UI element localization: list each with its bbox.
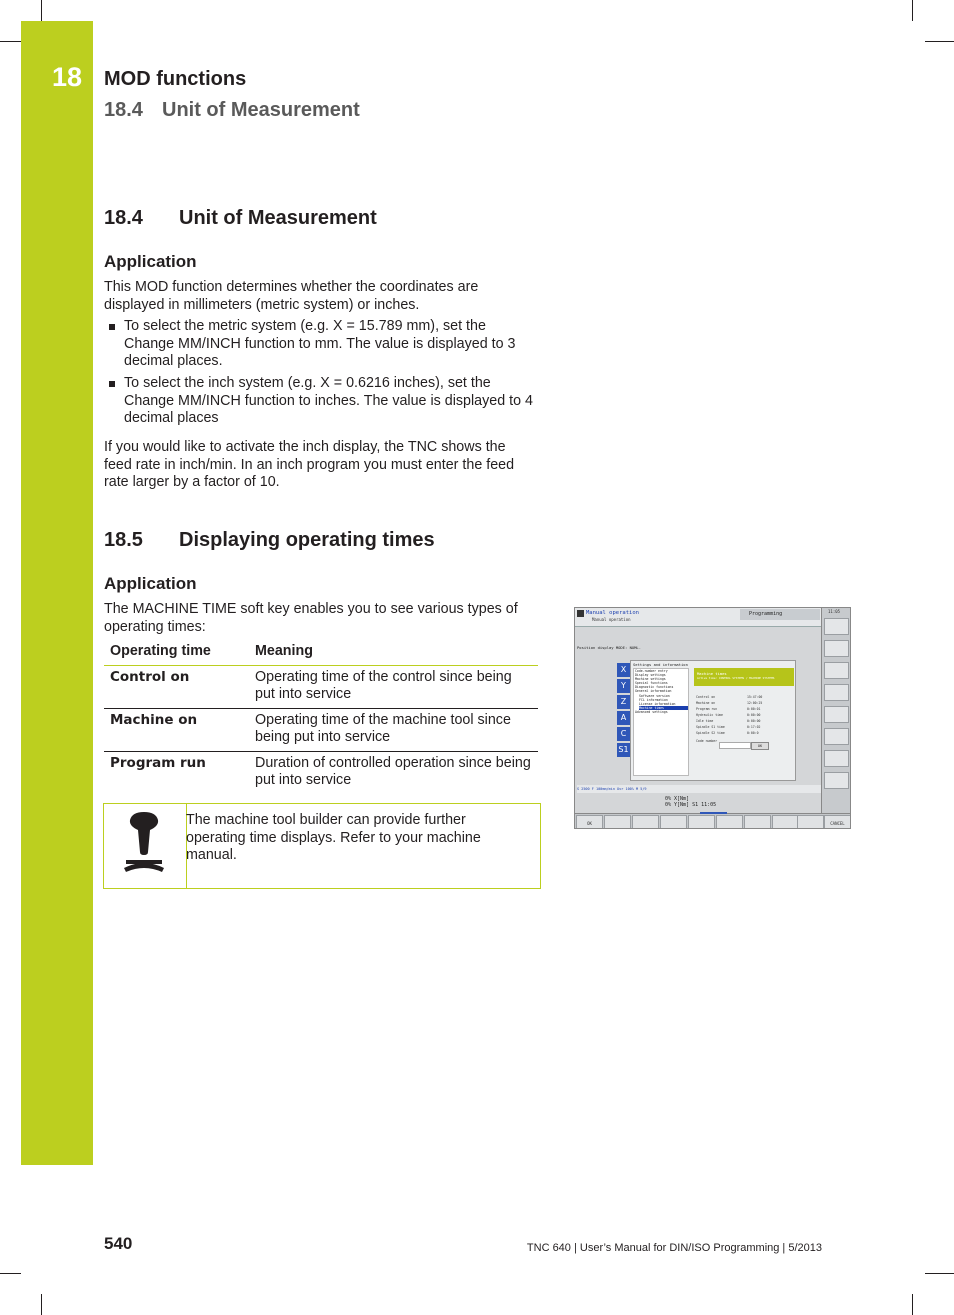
status-value: 0% Y[Nm] S1 11:05	[665, 802, 717, 808]
softkey[interactable]	[688, 815, 715, 829]
crop-mark	[925, 1273, 954, 1274]
time-label: Spindle S1 time	[696, 725, 725, 729]
tree-item[interactable]: Diagnostic functions	[635, 685, 674, 690]
crop-mark	[0, 41, 21, 42]
note-icon-cell	[104, 804, 187, 888]
code-number-input[interactable]	[719, 742, 751, 749]
list-item	[104, 375, 536, 428]
table-cell-meaning: Duration of controlled operation since being put into service	[255, 754, 531, 788]
bullet-icon	[109, 324, 115, 330]
softkey[interactable]	[632, 815, 659, 829]
side-softkey[interactable]	[824, 772, 849, 789]
axis-label: C	[617, 727, 630, 741]
running-header-chapter: MOD functions	[104, 68, 247, 90]
subheading-application: Application	[104, 574, 197, 593]
tree-item[interactable]: Special functions	[635, 681, 668, 686]
side-softkey[interactable]	[824, 640, 849, 657]
table-cell-key: Program run	[110, 754, 206, 771]
crop-mark	[925, 41, 954, 42]
side-softkey[interactable]	[824, 728, 849, 745]
time-value: 12:00:25	[747, 701, 763, 705]
crop-mark	[912, 1294, 913, 1315]
tnc-screenshot	[574, 607, 851, 829]
page-number: 540	[104, 1234, 133, 1253]
table-cell-meaning: Operating time of the machine tool since being put into service	[249, 708, 538, 751]
column-header: Meaning	[249, 640, 538, 665]
axis-label: Y	[617, 679, 630, 693]
list-item-text: To select the inch system (e.g. X = 0.6216 inches), set the Change MM/INCH function to inches. The value is displayed to 4 decimal places	[124, 375, 533, 426]
mode-programming: Programming	[740, 609, 820, 620]
chapter-number: 18	[52, 62, 83, 92]
operating-times-table	[104, 640, 538, 794]
section-heading-18-4	[104, 207, 377, 230]
softkey[interactable]	[772, 815, 799, 829]
table-row	[104, 751, 538, 794]
time-value: 0:00:00	[747, 719, 761, 723]
softkey[interactable]	[660, 815, 687, 829]
active-softkey-indicator	[700, 812, 727, 814]
axis-label: Z	[617, 695, 630, 709]
section-number: 18.5	[104, 529, 143, 551]
time-label: Hydraulic time	[696, 713, 723, 717]
crop-mark	[41, 0, 42, 21]
tree-item[interactable]: License information	[639, 701, 676, 706]
crop-mark	[0, 1273, 21, 1274]
bullet-icon	[109, 381, 115, 387]
machine-times-panel-header	[694, 668, 794, 686]
time-label: Control on	[696, 695, 716, 699]
crop-mark	[41, 1294, 42, 1315]
status-line: S 2500 F 100mm/min Ovr 100% M 5/9	[577, 785, 821, 793]
tree-item[interactable]: Software version	[639, 693, 670, 698]
running-header-section	[104, 99, 360, 122]
table-cell-key: Machine on	[104, 708, 249, 751]
side-softkey[interactable]	[824, 706, 849, 723]
tree-item[interactable]: Advanced settings	[635, 709, 668, 714]
list-item	[104, 318, 536, 371]
crop-mark	[912, 0, 913, 21]
intro-paragraph: This MOD function determines whether the coordinates are displayed in millimeters (metric system) or inches.	[104, 279, 479, 313]
table-header-row	[104, 640, 538, 665]
intro-paragraph: The MACHINE TIME soft key enables you to see various types of operating times:	[104, 601, 518, 635]
softkey-bar	[575, 813, 851, 829]
softkey-ok[interactable]: OK	[576, 815, 603, 829]
side-softkey[interactable]	[824, 618, 849, 635]
tree-item[interactable]: Machine settings	[635, 677, 666, 682]
time-value: 15:47:00	[747, 695, 763, 699]
code-label: Code number	[696, 739, 718, 743]
status-value: 0% X[Nm]	[665, 796, 690, 802]
table-cell-key: Control on	[104, 665, 249, 708]
time-label: Spindle S2 time	[696, 731, 725, 735]
clock: 11:05	[828, 609, 841, 614]
tree-item-selected[interactable]: Machine times	[639, 706, 688, 710]
time-label: Idle time	[696, 719, 714, 723]
footer-document-title: TNC 640 | User’s Manual for DIN/ISO Programming | 5/2013	[526, 1242, 822, 1254]
axis-label: X	[617, 663, 630, 677]
time-value: 0:17:02	[747, 725, 761, 729]
chapter-tab-bar	[21, 21, 93, 1165]
dialog-title: Settings and information	[633, 662, 688, 667]
subheading-application: Application	[104, 252, 197, 271]
time-row-values	[747, 694, 762, 736]
body-paragraph: If you would like to activate the inch display, the TNC shows the feed rate in inch/min. In an inch program you must enter the feed rate larger by a factor of 10.	[104, 439, 515, 490]
position-display-line: Position display MODE: NOML.	[577, 645, 642, 650]
ok-button[interactable]: OK	[751, 742, 769, 750]
softkey[interactable]	[797, 815, 824, 829]
mode-bar	[575, 608, 821, 627]
axis-list	[617, 663, 630, 759]
time-label: Program run	[696, 707, 718, 711]
softkey-cancel[interactable]: CANCEL	[824, 815, 851, 829]
section-number: 18.4	[104, 207, 143, 229]
tree-item[interactable]: General information	[635, 689, 672, 694]
section-title: Unit of Measurement	[179, 207, 377, 229]
note-box	[103, 803, 541, 889]
settings-dialog	[630, 660, 796, 781]
side-softkey[interactable]	[824, 684, 849, 701]
section-heading-18-5	[104, 529, 435, 552]
time-value: 0:00:00	[747, 713, 761, 717]
time-row-labels	[696, 694, 725, 744]
axis-label: S1	[617, 743, 630, 757]
softkey[interactable]	[604, 815, 631, 829]
side-softkey[interactable]	[824, 750, 849, 767]
panel-subtitle: Active time: CONTROL SYSTEMS / MACHINE SYSTEMS	[697, 676, 775, 680]
column-header: Operating time	[104, 640, 249, 665]
table-row	[104, 665, 538, 708]
section-title: Displaying operating times	[179, 529, 435, 551]
running-header-section-number: 18.4	[104, 99, 143, 121]
time-value: 0:00:01	[747, 707, 761, 711]
tree-item[interactable]: Code-number entry	[635, 669, 668, 673]
softkey[interactable]	[716, 815, 743, 829]
manual-mode-icon	[577, 610, 584, 617]
table-row	[104, 708, 538, 751]
note-text: The machine tool builder can provide further operating time displays. Refer to your machine manual.	[186, 812, 481, 863]
time-label: Machine on	[696, 701, 716, 705]
tree-item[interactable]: FCL information	[639, 697, 668, 702]
mode-manual-operation: Manual operation	[586, 610, 639, 616]
table-cell-meaning: Operating time of the control since being put into service	[249, 665, 538, 708]
time-value: 0:00:0	[747, 731, 759, 735]
axis-label: A	[617, 711, 630, 725]
mode-manual-operation-sub: Manual operation	[592, 617, 631, 622]
machine-note-icon	[104, 804, 186, 888]
settings-tree	[633, 668, 689, 776]
right-softkey-column	[821, 608, 851, 829]
panel-title: Machine times	[697, 671, 727, 676]
tree-item[interactable]: Display settings	[635, 673, 666, 678]
softkey[interactable]	[744, 815, 771, 829]
running-header-section-title: Unit of Measurement	[162, 99, 360, 121]
list-item-text: To select the metric system (e.g. X = 15.789 mm), set the Change MM/INCH function to mm. The value is displayed to 3 decimal places.	[124, 318, 516, 369]
status-values	[665, 796, 716, 808]
side-softkey[interactable]	[824, 662, 849, 679]
